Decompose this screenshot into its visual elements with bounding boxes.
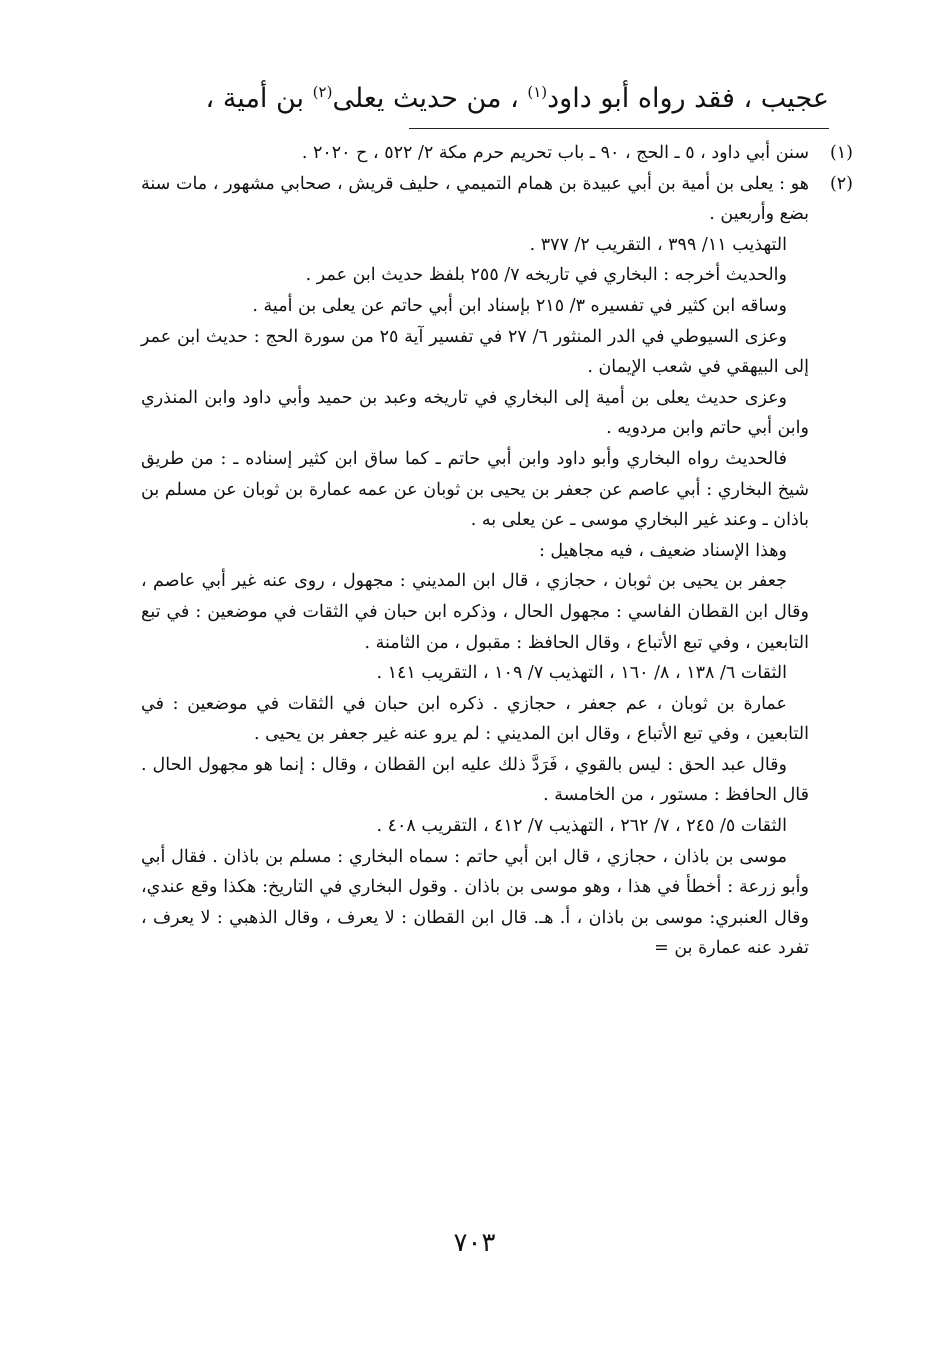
footnote-paragraph: وقال عبد الحق : ليس بالقوي ، فَرَدَّ ذلك عليه ابن القطان ، وقال : إنما هو مجهول الحال . قال الحافظ : مستور ، من الخامسة .: [141, 754, 809, 806]
footnote-number: (٢): [829, 173, 853, 194]
footnote-paragraph: جعفر بن يحيى بن ثوبان ، حجازي ، قال ابن المديني : مجهول ، روى عنه غير أبي عاصم ، وقال ابن القطان الفاسي : مجهول الحال ، وذكره ابن حبان في الثقات في موضعين : في تبع التابعين ، وفي تبع الأتباع ، وقال الحافظ : مقبول ، من الثامنة .: [141, 571, 809, 653]
footnote-paragraph: وعزى السيوطي في الدر المنثور ٦/ ٢٧ في تفسير آية ٢٥ من سورة الحج : حديث ابن عمر إلى البيهقي في شعب الإيمان .: [141, 326, 809, 378]
footnote-paragraph: الثقات ٥/ ٢٤٥ ، ٧/ ٢٦٢ ، التهذيب ٧/ ٤١٢ ، التقريب ٤٠٨ .: [376, 816, 787, 837]
footnote-paragraph: وعزى حديث يعلى بن أمية إلى البخاري في تاريخه وعبد بن حميد وأبي داود وابن المنذري وابن أبي حاتم وابن مردويه .: [141, 387, 809, 439]
footnote-paragraph: هو : يعلى بن أمية بن أبي عبيدة بن همام التميمي ، حليف قريش ، صحابي مشهور ، مات سنة بضع وأربعين .: [141, 173, 809, 225]
footnote-paragraph: والحديث أخرجه : البخاري في تاريخه ٧/ ٢٥٥ بلفظ حديث ابن عمر .: [305, 265, 787, 286]
footnote-paragraph: التهذيب ١١/ ٣٩٩ ، التقريب ٢/ ٣٧٧ .: [529, 234, 787, 255]
footnote-2: [141, 169, 853, 964]
footnote-paragraph: الثقات ٦/ ١٣٨ ، ٨/ ١٦٠ ، التهذيب ٧/ ١٠٩ ، التقريب ١٤١ .: [376, 663, 787, 684]
footnotes: [141, 138, 853, 964]
footnote-ref-1: (١): [527, 83, 548, 101]
footnote-paragraph: وساقه ابن كثير في تفسيره ٣/ ٢١٥ بإسناد ابن أبي حاتم عن يعلى بن أمية .: [252, 295, 787, 316]
footnote-paragraph: عمارة بن ثوبان ، عم جعفر ، حجازي . ذكره ابن حبان في الثقات في موضعين : في التابعين ، وفي تبع الأتباع ، وقال ابن المديني : لم يرو عنه غير جعفر بن يحيى .: [141, 693, 809, 745]
main-text-part-1: عجيب ، فقد رواه أبو داود: [547, 83, 829, 114]
footnote-ref-2: (٢): [312, 83, 333, 101]
main-text-part-2: ، من حديث يعلى: [332, 83, 528, 114]
footnote-paragraph: فالحديث رواه البخاري وأبو داود وابن أبي حاتم ـ كما ساق ابن كثير إسناده ـ : من طريق شيخ البخاري : أبي عاصم عن جعفر بن يحيى بن ثوبان عن عمه عمارة بن ثوبان عن مسلم بن باذان ـ وعند غير البخاري موسى ـ عن يعلى به .: [141, 448, 809, 531]
footnote-paragraph: موسى بن باذان ، حجازي ، قال ابن أبي حاتم : سماه البخاري : مسلم بن باذان . فقال أبي وأبو زرعة : أخطأ في هذا ، وهو موسى بن باذان . وقول البخاري في التاريخ: هكذا وقع عندي، وقال العنبري: موسى بن باذان ، أ. هـ. قال ابن القطان : لا يعرف ، وقال الذهبي : لا يعرف ، تفرد عنه عمارة بن =: [141, 846, 809, 959]
footnote-separator: [409, 128, 829, 129]
footnote-paragraph: وهذا الإسناد ضعيف ، فيه مجاهيل :: [538, 540, 787, 561]
page-number: ٧٠٣: [453, 1228, 496, 1258]
footnote-number: (١): [829, 143, 853, 163]
main-text-part-3: بن أمية ،: [205, 83, 313, 114]
main-text-line: [150, 68, 829, 123]
footnote-paragraph: سنن أبي داود ، ٥ ـ الحج ، ٩٠ ـ باب تحريم حرم مكة ٢/ ٥٢٢ ، ح ٢٠٢٠ .: [301, 143, 809, 163]
footnote-1: [141, 138, 853, 169]
